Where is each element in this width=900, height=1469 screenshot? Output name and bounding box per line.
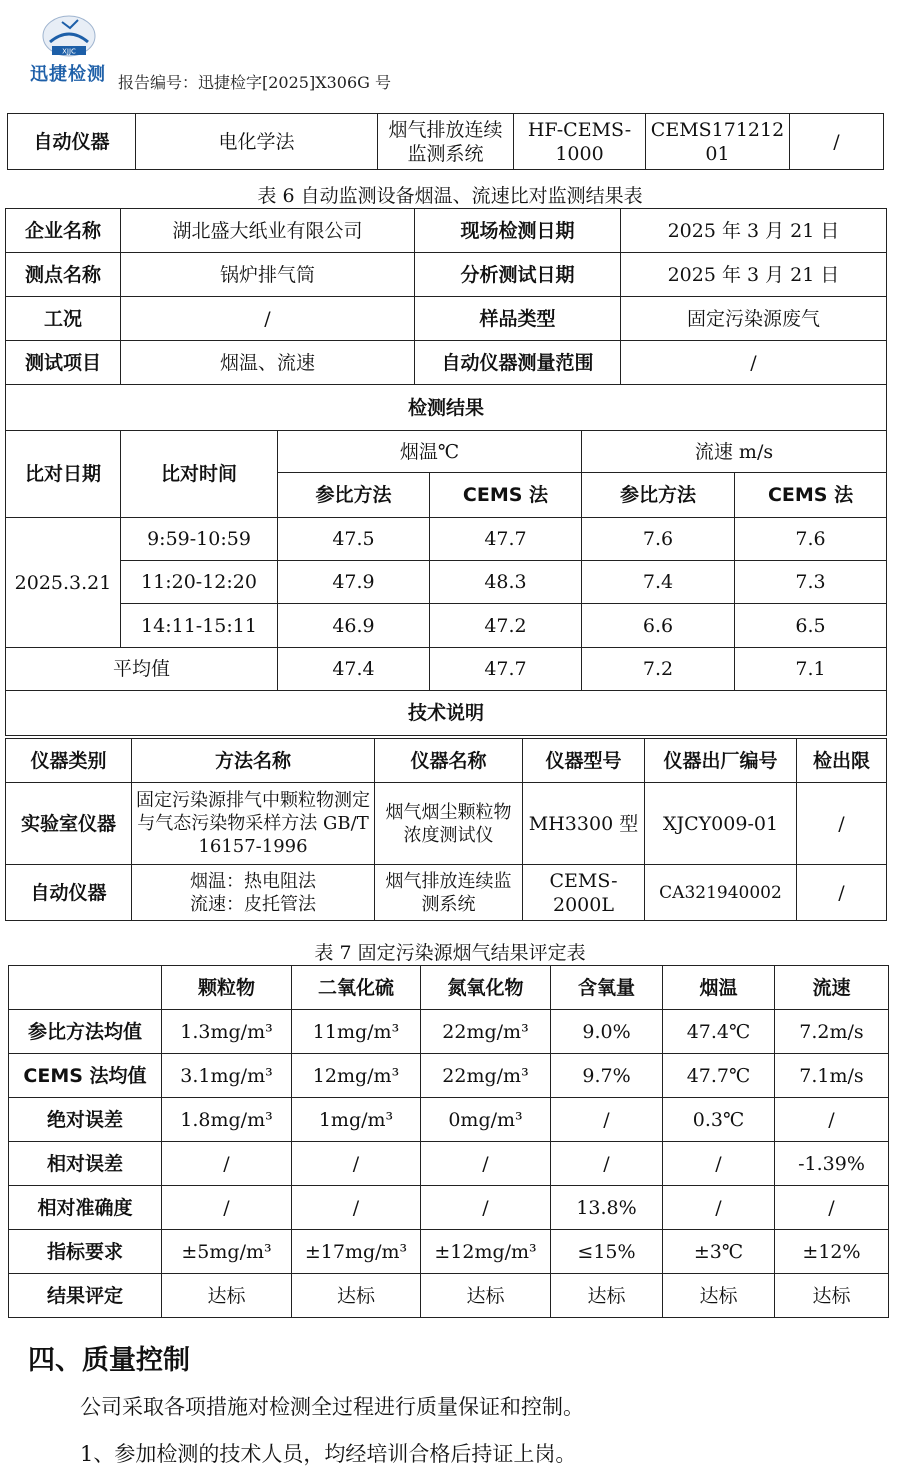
cell: HF-CEMS-1000 (514, 114, 646, 170)
sub-ref: 参比方法 (582, 473, 735, 518)
cell: 47.2 (430, 604, 582, 648)
cell: 达标 (421, 1274, 551, 1318)
cell: 6.5 (735, 604, 887, 648)
cell: 14:11-15:11 (121, 604, 278, 648)
cell: 2025 年 3 月 21 日 (621, 253, 887, 297)
cell: 13.8% (551, 1186, 663, 1230)
cell: / (421, 1186, 551, 1230)
cell: 结果评定 (9, 1274, 162, 1318)
logo-text: 迅捷检测 (30, 64, 106, 85)
cell: 9.7% (551, 1054, 663, 1098)
cell: / (663, 1186, 775, 1230)
cell: 47.4 (278, 648, 430, 691)
cell: 0mg/m³ (421, 1098, 551, 1142)
cell: / (775, 1186, 889, 1230)
cell: 烟温 (663, 966, 775, 1010)
cell: ±12mg/m³ (421, 1230, 551, 1274)
cell: 实验室仪器 (6, 783, 132, 865)
table6-results (5, 384, 887, 736)
tech-title: 技术说明 (6, 691, 887, 736)
cell: 7.6 (735, 518, 887, 561)
sub-cems: CEMS 法 (735, 473, 887, 518)
cell: / (292, 1186, 421, 1230)
cell: 7.6 (582, 518, 735, 561)
cell: 7.2 (582, 648, 735, 691)
cell: 达标 (663, 1274, 775, 1318)
group-flow: 流速 m/s (582, 431, 887, 473)
cell: 9.0% (551, 1010, 663, 1054)
cell: 11mg/m³ (292, 1010, 421, 1054)
cell: / (775, 1098, 889, 1142)
company-logo (40, 12, 98, 58)
cell: 46.9 (278, 604, 430, 648)
cell: 烟温：热电阻法 流速：皮托管法 (132, 865, 375, 921)
cell: 1mg/m³ (292, 1098, 421, 1142)
cell (9, 966, 162, 1010)
cell: -1.39% (775, 1142, 889, 1186)
cell: / (663, 1142, 775, 1186)
cell: 2025 年 3 月 21 日 (621, 209, 887, 253)
cell: / (551, 1142, 663, 1186)
cell: 现场检测日期 (415, 209, 621, 253)
cell: 3.1mg/m³ (162, 1054, 292, 1098)
cell: 方法名称 (132, 739, 375, 783)
cell: 电化学法 (136, 114, 378, 170)
cell: 样品类型 (415, 297, 621, 341)
table6-tech (5, 738, 887, 921)
cell: 7.4 (582, 561, 735, 604)
cell: ±17mg/m³ (292, 1230, 421, 1274)
cell: CEMS 法均值 (9, 1054, 162, 1098)
cell: 测点名称 (6, 253, 121, 297)
cell: 氮氧化物 (421, 966, 551, 1010)
cell: 相对准确度 (9, 1186, 162, 1230)
cell: 固定污染源废气 (621, 297, 887, 341)
cell: ≤15% (551, 1230, 663, 1274)
cell: 47.9 (278, 561, 430, 604)
cell: / (621, 341, 887, 385)
cell: 达标 (551, 1274, 663, 1318)
cell: CEMS17121201 (646, 114, 790, 170)
cell: / (162, 1186, 292, 1230)
cell: 烟气排放连续监测系统 (378, 114, 514, 170)
cell: / (162, 1142, 292, 1186)
cell: / (797, 783, 887, 865)
cell: / (292, 1142, 421, 1186)
cell: XJCY009-01 (645, 783, 797, 865)
cell: 1.8mg/m³ (162, 1098, 292, 1142)
cell: 自动仪器 (6, 865, 132, 921)
cell: / (121, 297, 415, 341)
results-title: 检测结果 (6, 385, 887, 431)
cell: 烟温、流速 (121, 341, 415, 385)
cell: 11:20-12:20 (121, 561, 278, 604)
cell: 自动仪器测量范围 (415, 341, 621, 385)
cell: / (790, 114, 884, 170)
table7-caption: 表 7 固定污染源烟气结果评定表 (314, 942, 586, 964)
cell: 仪器出厂编号 (645, 739, 797, 783)
cell: 47.7 (430, 648, 582, 691)
cell: 流速 (775, 966, 889, 1010)
cell: 锅炉排气筒 (121, 253, 415, 297)
cell: 企业名称 (6, 209, 121, 253)
cell: 分析测试日期 (415, 253, 621, 297)
cell: ±3℃ (663, 1230, 775, 1274)
cell: 仪器型号 (523, 739, 645, 783)
cell: 参比方法均值 (9, 1010, 162, 1054)
cell: 固定污染源排气中颗粒物测定与气态污染物采样方法 GB/T 16157-1996 (132, 783, 375, 865)
cell: / (797, 865, 887, 921)
cell: 22mg/m³ (421, 1010, 551, 1054)
cell: ±12% (775, 1230, 889, 1274)
sub-cems: CEMS 法 (430, 473, 582, 518)
cell: 47.7℃ (663, 1054, 775, 1098)
cell: 仪器类别 (6, 739, 132, 783)
date-cell: 2025.3.21 (6, 518, 121, 648)
cell: 7.1 (735, 648, 887, 691)
cell: 6.6 (582, 604, 735, 648)
continued-table (7, 113, 884, 170)
cell: CA321940002 (645, 865, 797, 921)
cell: 二氧化硫 (292, 966, 421, 1010)
col-date: 比对日期 (6, 431, 121, 518)
cell: 烟气烟尘颗粒物浓度测试仪 (375, 783, 523, 865)
cell: 检出限 (797, 739, 887, 783)
cell: MH3300 型 (523, 783, 645, 865)
cell: 达标 (775, 1274, 889, 1318)
cell: 测试项目 (6, 341, 121, 385)
cell: 9:59-10:59 (121, 518, 278, 561)
cell: 自动仪器 (8, 114, 136, 170)
table6-info (5, 208, 887, 385)
cell: 含氧量 (551, 966, 663, 1010)
table7 (8, 965, 889, 1318)
cell: 烟气排放连续监测系统 (375, 865, 523, 921)
cell: / (551, 1098, 663, 1142)
cell: 12mg/m³ (292, 1054, 421, 1098)
cell: 仪器名称 (375, 739, 523, 783)
cell: 47.5 (278, 518, 430, 561)
cell: CEMS-2000L (523, 865, 645, 921)
avg-label: 平均值 (6, 648, 278, 691)
cell: ±5mg/m³ (162, 1230, 292, 1274)
report-number: 报告编号：迅捷检字[2025]X306G 号 (118, 73, 392, 92)
cell: / (421, 1142, 551, 1186)
cell: 47.4℃ (663, 1010, 775, 1054)
cell: 7.3 (735, 561, 887, 604)
paragraph: 公司采取各项措施对检测全过程进行质量保证和控制。 (80, 1395, 584, 1419)
cell: 7.1m/s (775, 1054, 889, 1098)
cell: 22mg/m³ (421, 1054, 551, 1098)
cell: 指标要求 (9, 1230, 162, 1274)
cell: 7.2m/s (775, 1010, 889, 1054)
cell: 达标 (162, 1274, 292, 1318)
cell: 48.3 (430, 561, 582, 604)
paragraph: 1、参加检测的技术人员，均经培训合格后持证上岗。 (80, 1442, 577, 1466)
cell: 47.7 (430, 518, 582, 561)
cell: 0.3℃ (663, 1098, 775, 1142)
cell: 达标 (292, 1274, 421, 1318)
cell: 湖北盛大纸业有限公司 (121, 209, 415, 253)
cell: 工况 (6, 297, 121, 341)
group-temp: 烟温℃ (278, 431, 582, 473)
cell: 1.3mg/m³ (162, 1010, 292, 1054)
cell: 颗粒物 (162, 966, 292, 1010)
cell: 绝对误差 (9, 1098, 162, 1142)
cell: 相对误差 (9, 1142, 162, 1186)
col-time: 比对时间 (121, 431, 278, 518)
sub-ref: 参比方法 (278, 473, 430, 518)
svg-text:XJJC: XJJC (62, 47, 76, 56)
section-title: 四、质量控制 (28, 1345, 190, 1376)
table6-caption: 表 6 自动监测设备烟温、流速比对监测结果表 (257, 185, 643, 207)
